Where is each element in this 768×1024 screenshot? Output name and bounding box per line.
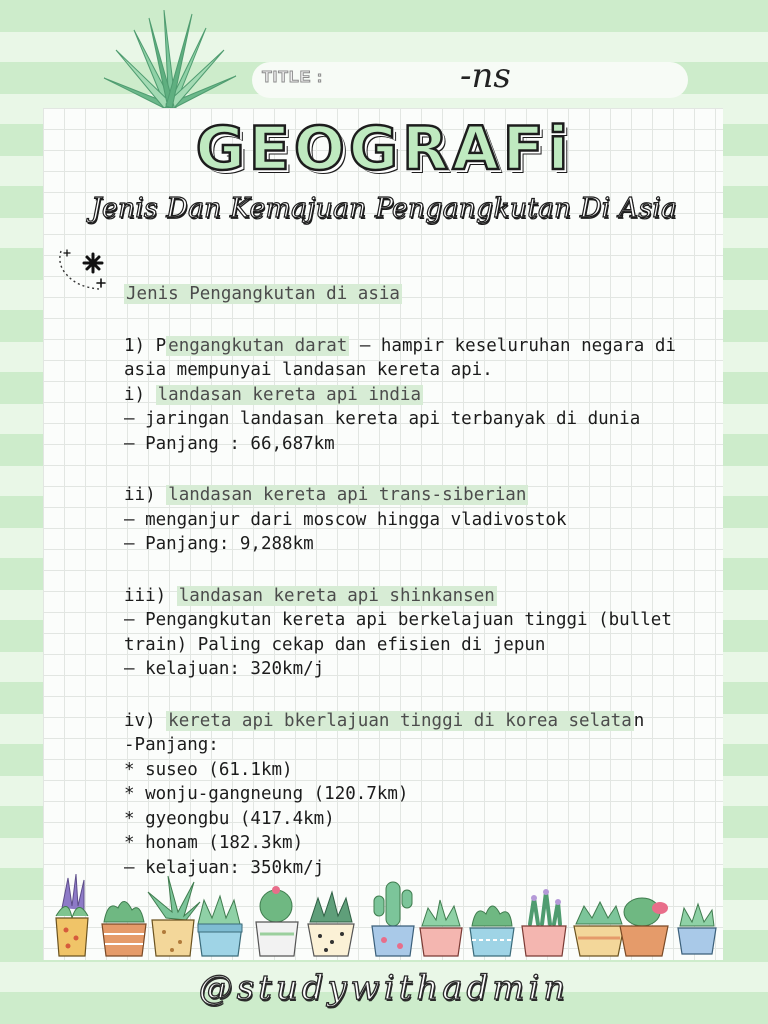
item-iii-title: iii) landasan kereta api shinkansen (124, 585, 495, 606)
item-i-title: i) landasan kereta api india (124, 384, 422, 405)
sparkle-icon (55, 245, 115, 299)
item-i-line-2: — Panjang : 66,687km (124, 433, 335, 454)
plant-pot-1 (56, 874, 88, 956)
plant-pot-11 (574, 902, 624, 956)
page-subtitle: Jenis Dan Kemajuan Pengangkutan Di Asia (91, 193, 677, 224)
aloe-plant-icon (94, 0, 244, 112)
potted-plants-icon (48, 868, 720, 960)
title-label: TITLE : (262, 69, 324, 86)
page-title: GEOGRAFi (195, 114, 573, 184)
item-i-line-1: — jaringan landasan kereta api terbanyak di dunia (124, 409, 641, 429)
item-iv-line-3: * wonju-gangneung (120.7km) (124, 784, 409, 804)
title-value: -ns (460, 56, 511, 96)
plant-pot-3 (148, 876, 200, 956)
plant-pot-2 (102, 901, 146, 956)
item-iv-line-5: * honam (182.3km) (124, 833, 304, 853)
item-iv-line-4: * gyeongbu (417.4km) (124, 808, 335, 829)
plant-pot-4 (198, 896, 242, 956)
notes-content (124, 282, 704, 880)
plant-pot-7 (372, 882, 414, 956)
item-ii-line-1: — menganjur dari moscow hingga vladivostok (124, 509, 567, 530)
plant-pot-5 (256, 886, 298, 956)
item-iv-line-2: * suseo (61.1km) (124, 759, 293, 780)
item-iv-line-6: — kelajuan: 350km/j (124, 857, 325, 878)
plant-pot-8 (420, 900, 462, 956)
section-title: Jenis Pengangkutan di asia (126, 284, 400, 304)
author-handle: @studywithadmin (198, 968, 570, 1008)
item-ii-line-2: — Panjang: 9,288km (124, 534, 314, 554)
item-iii-line-2: train) Paling cekap dan efisien di jepun (124, 634, 546, 655)
plant-pot-12 (620, 898, 668, 956)
item-iii-line-3: — kelajuan: 320km/j (124, 659, 325, 679)
point-1-line-1: 1) P engangkutan darat — hampir keseluruhan negara di (124, 335, 676, 356)
item-iv-line-1: -Panjang: (124, 735, 219, 755)
item-iii-line-1: — Pengangkutan kereta api berkelajuan tinggi (bullet (124, 610, 672, 630)
point-1-line-2: asia mempunyai landasan kereta api. (124, 360, 493, 380)
plant-pot-13 (678, 904, 716, 954)
item-iv-title: iv) kereta api bkerlajuan tinggi di korea selata n (124, 710, 645, 731)
item-ii-title: ii) landasan kereta api trans-siberian (124, 485, 527, 505)
plant-pot-6 (308, 892, 354, 956)
plant-pot-10 (522, 889, 566, 956)
plant-pot-9 (470, 906, 514, 956)
